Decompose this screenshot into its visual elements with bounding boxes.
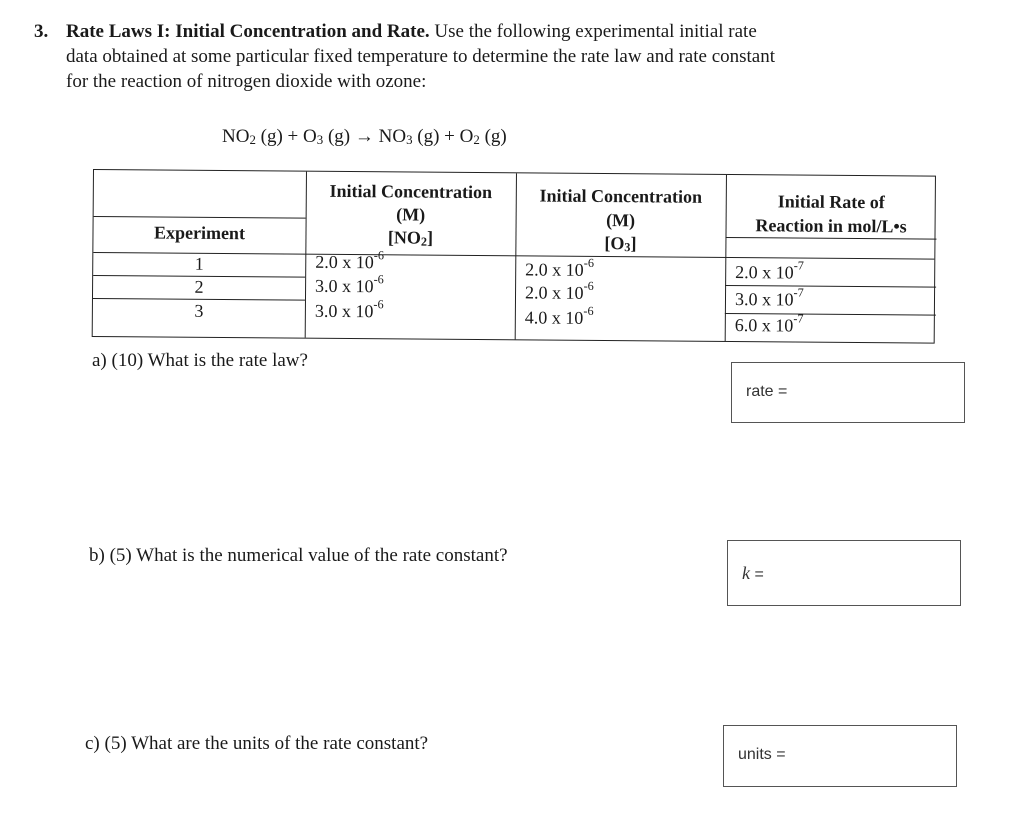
question-c: c) (5) What are the units of the rate constant? [85, 733, 429, 754]
header-o3-line2: (M) [606, 210, 636, 231]
question-a: a) (10) What is the rate law? [92, 350, 308, 371]
problem-title: Rate Laws I: Initial Concentration and Rate. [66, 21, 430, 42]
rate-value: 6.0 x $10^{-7}$ [734, 311, 804, 336]
header-o3-line1: Initial Concentration [539, 185, 703, 207]
rate-law-answer-box[interactable] [731, 362, 965, 423]
header-no2-line3: $[NO_2]$ [387, 227, 434, 249]
exp-number: 2 [194, 276, 204, 297]
problem-number: 3. [34, 21, 49, 42]
units-label: units = [738, 746, 786, 763]
rate-data-table [92, 169, 936, 344]
no2-value: 3.0 x $10^{-6}$ [315, 272, 384, 297]
rate-constant-answer-box[interactable] [727, 540, 961, 606]
header-no2-line1: Initial Concentration [329, 180, 493, 203]
no2-value: 3.0 x $10^{-6}$ [314, 297, 384, 322]
table-row-divider [725, 285, 936, 288]
header-rate-line1: Initial Rate of [777, 191, 885, 213]
exp-number: 1 [194, 253, 204, 274]
problem-line-3: for the reaction of nitrogen dioxide with ozone: [66, 71, 427, 92]
rate-constant-label: k = [742, 563, 764, 583]
rate-value: 3.0 x $10^{-7}$ [734, 285, 804, 310]
problem-line-1-rest: Use the following experimental initial rate [434, 21, 757, 42]
header-o3-line3: $[O_3]$ [604, 233, 637, 255]
exp-number: 3 [194, 300, 204, 321]
no2-value: 2.0 x $10^{-6}$ [315, 248, 385, 273]
o3-value: 2.0 x $10^{-6}$ [525, 256, 595, 280]
header-rate-line2: Reaction in mol/L•s [755, 215, 907, 237]
reaction-equation: $NO_2$ $(g) + O_3$ $(g) \to NO_3$ $(g) + O_2$ (g) [222, 126, 507, 147]
header-no2-line2: (M) [396, 204, 426, 225]
rate-law-label: rate = [746, 383, 788, 400]
rate-value: 2.0 x $10^{-7}$ [735, 258, 805, 283]
question-b: b) (5) What is the numerical value of the rate constant? [89, 545, 508, 566]
header-experiment: Experiment [153, 222, 246, 244]
problem-line-1 [66, 21, 757, 43]
o3-value: 2.0 x $10^{-6}$ [524, 279, 594, 303]
problem-line-2: data obtained at some particular fixed temperature to determine the rate law and rate constant [66, 46, 776, 67]
o3-value: 4.0 x $10^{-6}$ [524, 304, 594, 328]
table-row-divider [94, 216, 306, 219]
units-answer-box[interactable] [723, 725, 957, 787]
